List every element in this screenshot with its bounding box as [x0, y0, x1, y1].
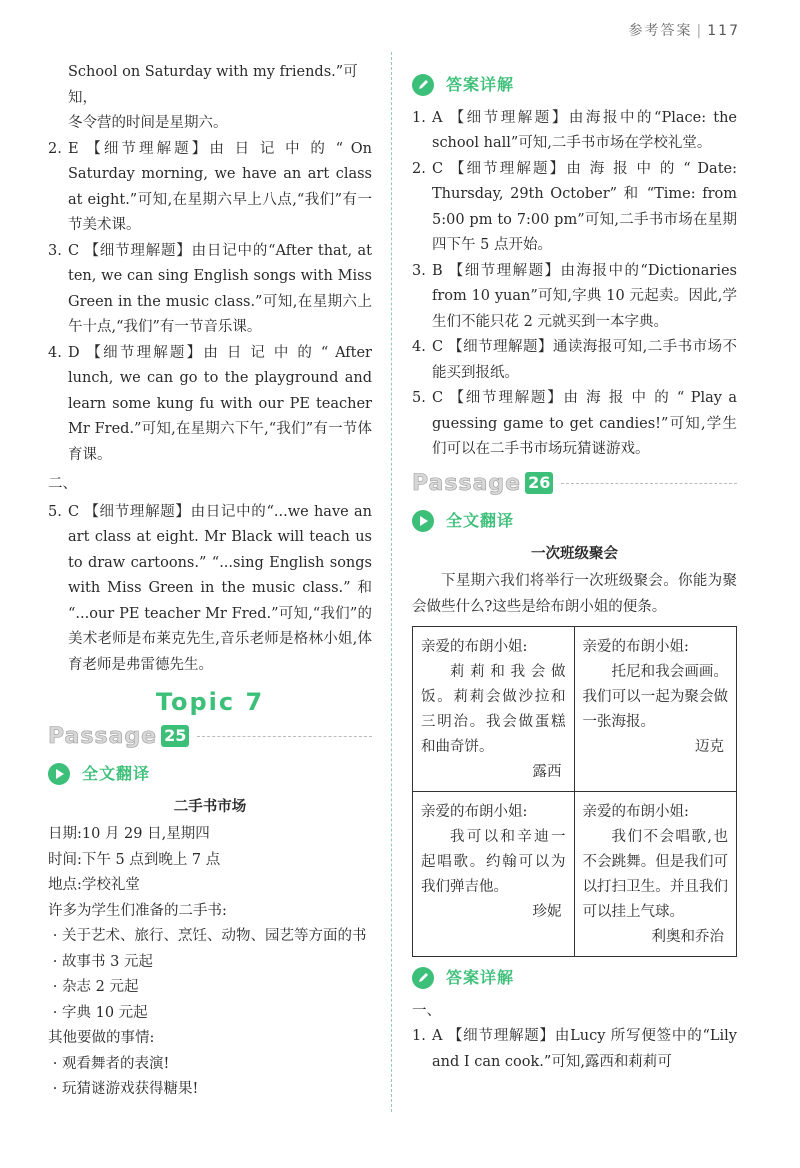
bullet-item: · 故事书 3 元起 — [52, 953, 153, 970]
answer-item: 5. C 【细节理解题】由日记中的“...we have an art class at eight. Mr Black will teach us to draw cartoons.” “...sing English songs with Miss Green in the music class.” 和 “...our PE teacher Mr Fred.”可知,“我们”的美术老师是布莱克先生,音乐老师是格林小姐,体育老师是弗雷德先生。 — [48, 503, 372, 673]
bullet-item: · 字典 10 元起 — [52, 1004, 148, 1021]
note-greeting: 亲爱的布朗小姐: — [582, 804, 689, 820]
answer-item: 2. E 【细节理解题】由 日 记 中 的 “ On Saturday morning, we have an art class at eight.”可知,在星期六早上八点,“我们”有一节美术课。 — [48, 140, 372, 233]
section-header-answers: 答案详解 — [412, 965, 737, 991]
answer-item: 1. A 【细节理解题】由海报中的“Place: the school hall”可知,二手书市场在学校礼堂。 — [412, 109, 737, 151]
passage-heading: Passage 26 — [412, 471, 737, 497]
note-body: 我们不会唱歌,也不会跳舞。但是我们可以打扫卫生。并且我们可以挂上气球。 — [582, 829, 728, 920]
answer-item: 3. B 【细节理解题】由海报中的“Dictionaries from 10 yuan”可知,字典 10 元起卖。因此,学生们不能只花 2 元就买到一本字典。 — [412, 262, 737, 330]
play-icon — [412, 510, 434, 532]
note-cell — [575, 627, 737, 792]
notes-table — [412, 626, 737, 957]
page-header: 参考答案 | 117 — [628, 23, 740, 39]
answer-item: 5. C 【细节理解题】由 海 报 中 的 “ Play a guessing game to get candies!”可知,学生们可以在二手书市场玩猜谜游戏。 — [412, 390, 737, 457]
intro-line: School on Saturday with my friends.”可知， — [68, 64, 358, 106]
bullet-item: · 玩猜谜游戏获得糖果! — [52, 1081, 199, 1097]
note-body: 莉莉和我会做饭。莉莉会做沙拉和三明治。我会做蛋糕和曲奇饼。 — [421, 664, 566, 755]
play-icon — [48, 763, 70, 785]
page-number: 117 — [707, 23, 740, 39]
answer-item: 1. A 【细节理解题】由Lucy 所写便签中的“Lily and I can cook.”可知,露西和莉莉可 — [412, 1028, 737, 1070]
note-signature: 利奥和乔治 — [651, 929, 724, 945]
right-column — [412, 72, 737, 1075]
poster-line: 地点:学校礼堂 — [48, 877, 140, 893]
pencil-icon — [412, 74, 434, 96]
note-greeting: 亲爱的布朗小姐: — [421, 804, 528, 820]
note-greeting: 亲爱的布朗小姐: — [582, 639, 689, 655]
note-body: 托尼和我会画画。我们可以一起为聚会做一张海报。 — [582, 664, 728, 730]
topic-title: Topic 7 — [155, 688, 265, 716]
bullet-item: · 杂志 2 元起 — [52, 979, 139, 995]
poster-line: 许多为学生们准备的二手书: — [48, 902, 227, 919]
pencil-icon — [412, 967, 434, 989]
article-intro: 下星期六我们将举行一次班级聚会。你能为聚会做些什么?这些是给布朗小姐的便条。 — [412, 573, 737, 615]
poster-line: 时间:下午 5 点到晚上 7 点 — [48, 851, 221, 868]
bullet-item: · 关于艺术、旅行、烹饪、动物、园艺等方面的书 — [52, 928, 367, 944]
left-column — [48, 60, 372, 1103]
note-signature: 迈克 — [695, 739, 724, 755]
note-cell — [575, 792, 737, 956]
note-greeting: 亲爱的布朗小姐: — [421, 639, 528, 655]
answer-item: 4. C 【细节理解题】通读海报可知,二手书市场不能买到报纸。 — [412, 339, 737, 381]
section-header-translation: 全文翻译 — [48, 761, 372, 787]
section-header-answers: 答案详解 — [412, 72, 737, 98]
article-title: 二手书市场 — [173, 798, 247, 815]
answer-item: 4. D 【细节理解题】由 日 记 中 的 “ After lunch, we can go to the playground and learn some kung fu with our PE teacher Mr Fred.”可知,在星期六下午,“我们”有一节体育课。 — [48, 344, 372, 463]
section-header-translation: 全文翻译 — [412, 508, 737, 534]
part-heading: 一、 — [412, 1002, 441, 1019]
note-signature: 珍妮 — [532, 904, 562, 920]
poster-line: 日期:10 月 29 日,星期四 — [48, 826, 210, 842]
answer-item: 2. C 【细节理解题】由 海 报 中 的 “ Date: Thursday, 29th October” 和 “Time: from 5:00 pm to 7:00 pm”可知,二手书市场在星期四下午 5 点开始。 — [412, 160, 737, 253]
bullet-item: · 观看舞者的表演! — [52, 1055, 170, 1072]
poster-line: 其他要做的事情: — [48, 1030, 155, 1046]
passage-heading: Passage 25 — [48, 724, 372, 750]
article-title: 一次班级聚会 — [531, 545, 618, 562]
note-signature: 露西 — [532, 764, 562, 780]
note-body: 我可以和辛迪一起唱歌。约翰可以为我们弹吉他。 — [421, 829, 566, 895]
answer-item: 3. C 【细节理解题】由日记中的“After that, at ten, we can sing English songs with Miss Green in the music class.”可知,在星期六上午十点,“我们”有一节音乐课。 — [48, 242, 372, 335]
part-heading: 二、 — [48, 476, 77, 492]
header-section: 参考答案 — [628, 23, 693, 39]
column-divider — [391, 52, 392, 1112]
note-cell — [413, 792, 575, 956]
intro-line: 冬令营的时间是星期六。 — [68, 115, 228, 131]
note-cell — [413, 627, 575, 792]
